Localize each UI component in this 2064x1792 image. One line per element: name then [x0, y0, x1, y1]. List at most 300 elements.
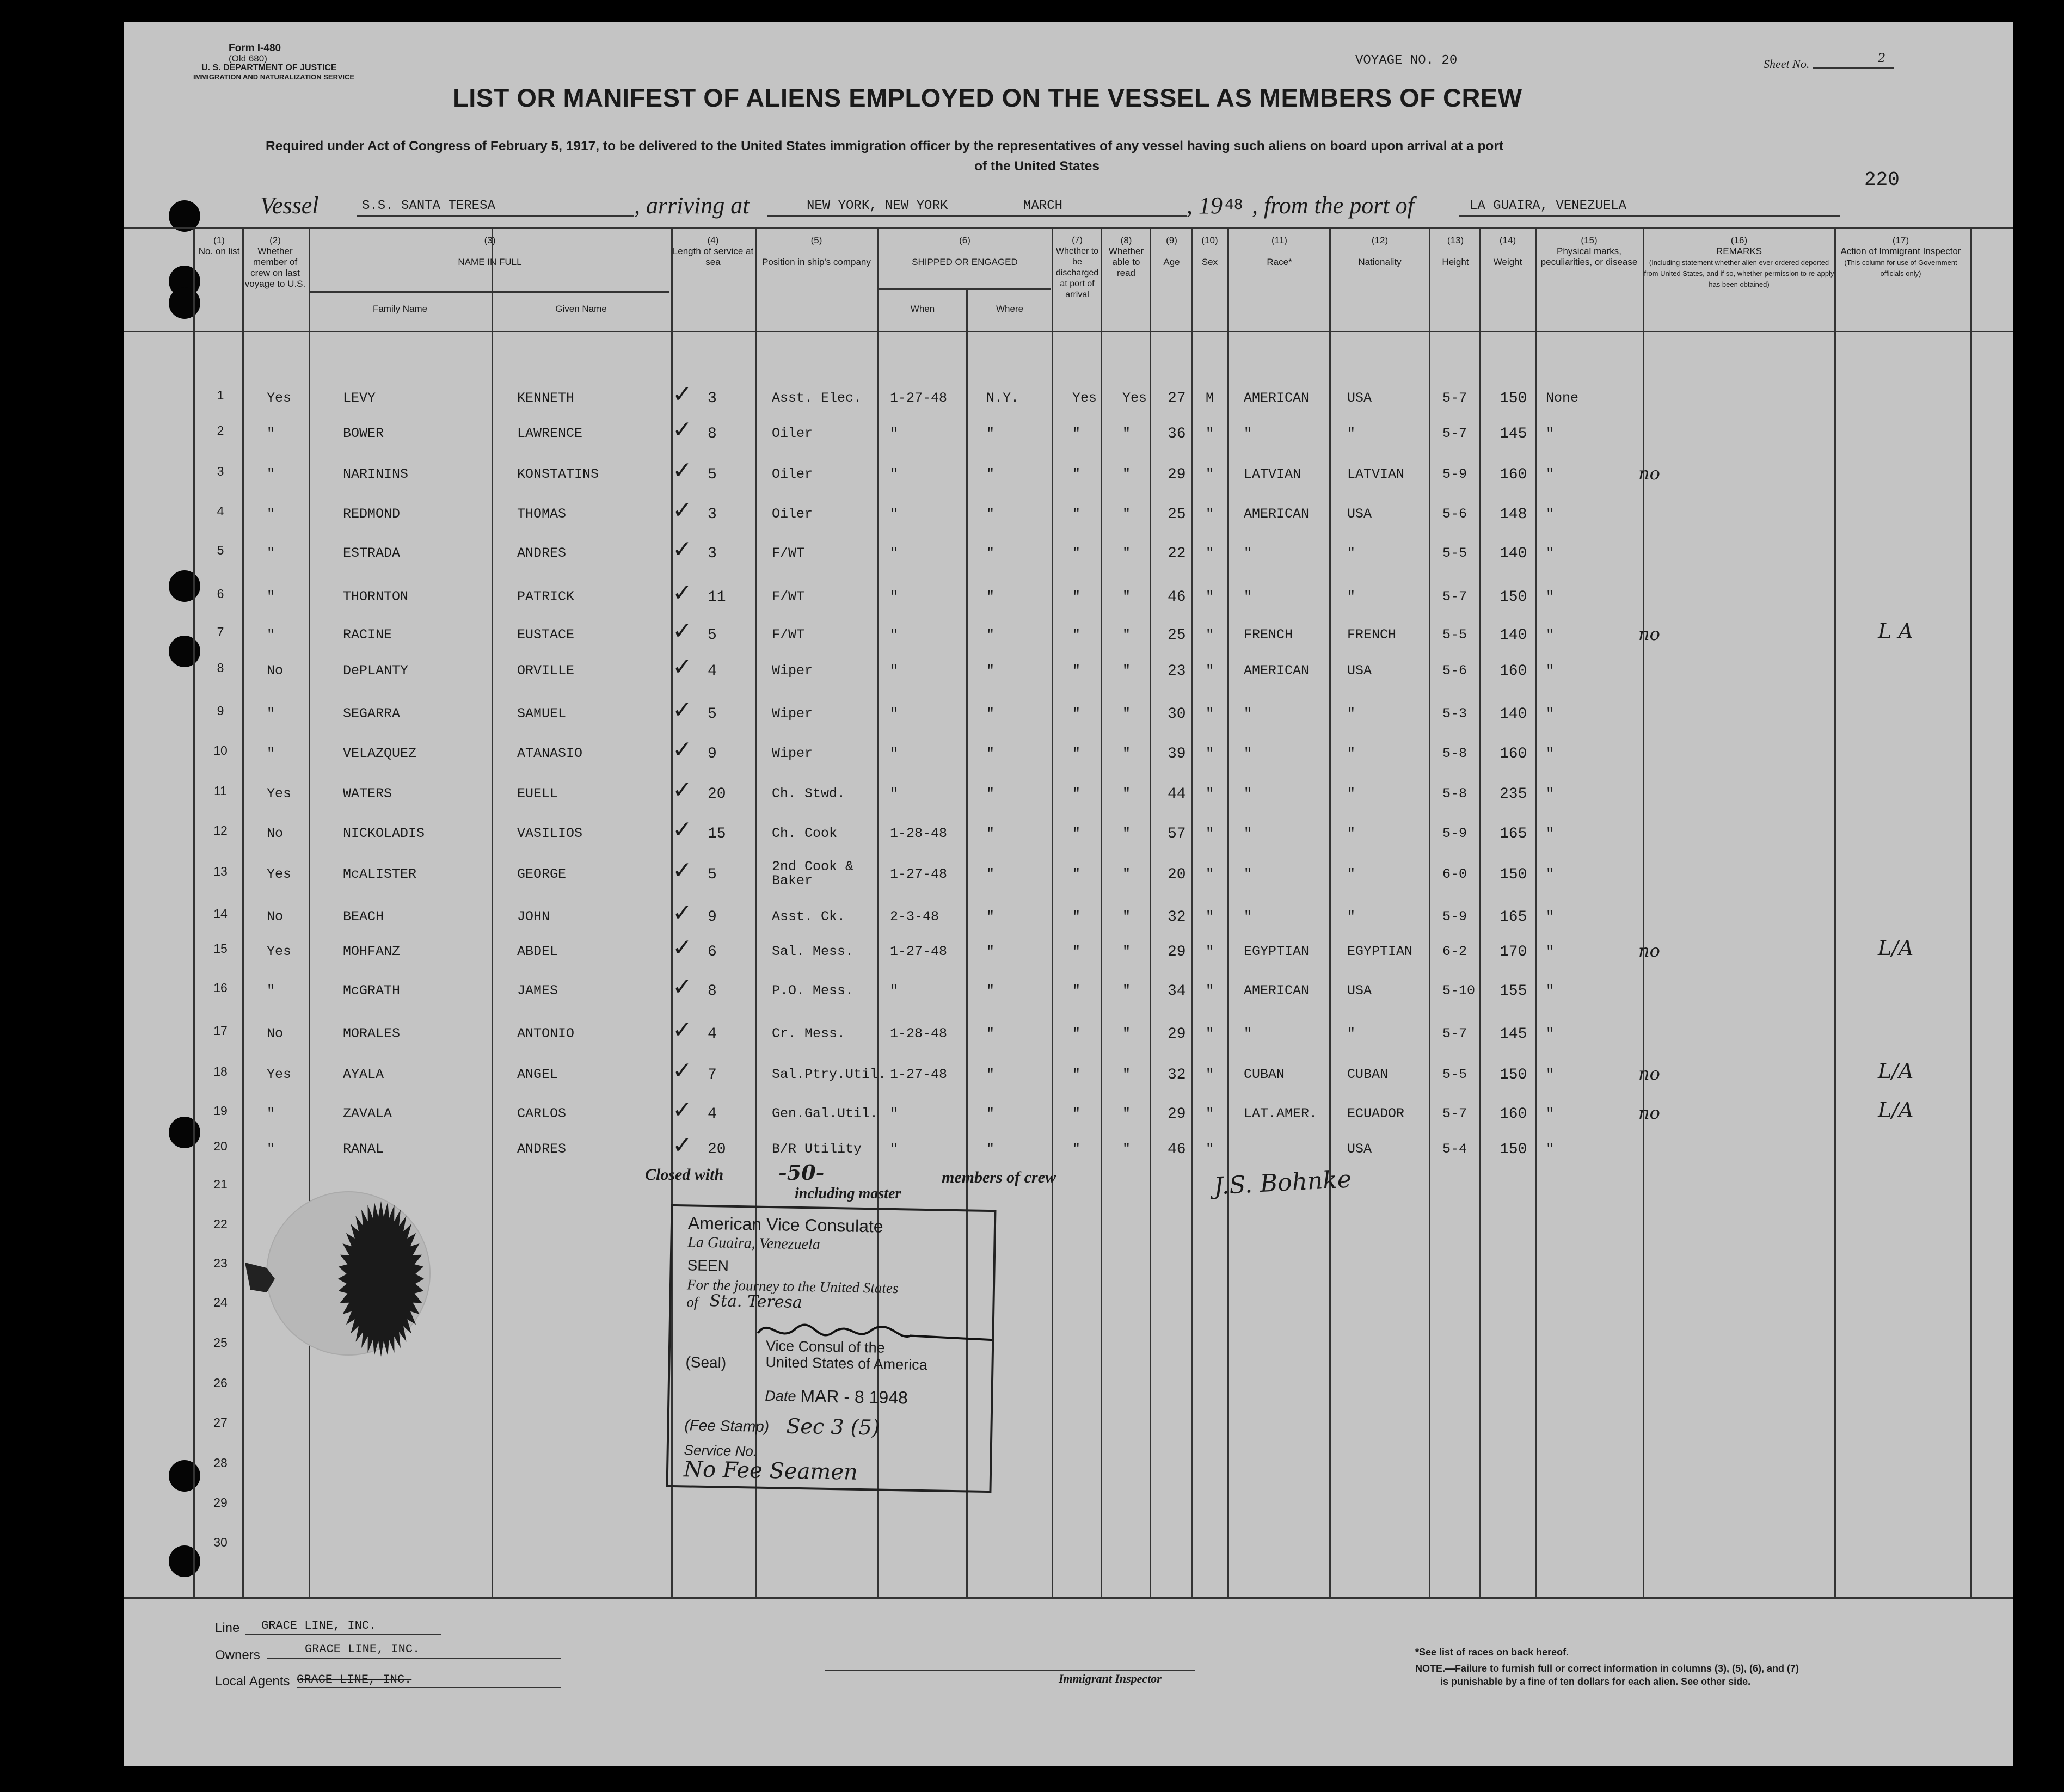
weight-cell: 165 [1500, 826, 1527, 842]
race-cell: AMERICAN [1244, 983, 1310, 999]
row-number: 4 [217, 504, 224, 518]
position-cell: Oiler [772, 466, 813, 482]
given-name-cell: JAMES [517, 983, 558, 999]
stamp-line-6: Vice Consul of the [765, 1337, 885, 1356]
given-name-cell: EUELL [517, 786, 558, 802]
shipped-when-cell: " [890, 746, 899, 761]
prev-voyage-cell: No [267, 826, 284, 841]
able-to-read-cell: " [1122, 1067, 1131, 1082]
nationality-cell: USA [1347, 983, 1372, 999]
nationality-cell: USA [1347, 506, 1372, 522]
weight-cell: 160 [1500, 663, 1527, 680]
col1-header [196, 235, 242, 257]
row-number: 30 [213, 1535, 228, 1549]
service-cell: 8 [708, 426, 717, 442]
col6-title: SHIPPED OR ENGAGED [912, 257, 1018, 267]
sheet-label: Sheet No. [1764, 57, 1810, 71]
grid-line [1429, 227, 1430, 1597]
vessel-label: Vessel [260, 192, 319, 219]
given-name-cell: PATRICK [517, 589, 575, 605]
able-to-read-cell: " [1122, 627, 1131, 643]
discharged-cell: " [1072, 627, 1081, 643]
service-cell: 8 [708, 983, 717, 1000]
service-cell: 5 [708, 627, 717, 644]
given-name-cell: SAMUEL [517, 706, 567, 722]
col13-number: (13) [1447, 235, 1464, 245]
col14-title: Weight [1493, 257, 1522, 267]
prev-voyage-cell: " [267, 706, 275, 722]
physical-marks-cell: " [1546, 1026, 1555, 1042]
footer-note-2: NOTE.—Failure to furnish full or correct information in columns (3), (5), (6), and (7) [1415, 1663, 1799, 1674]
height-cell: 5-3 [1442, 706, 1467, 722]
prev-voyage-cell: " [267, 506, 275, 522]
grid-line [1329, 227, 1331, 1597]
nationality-cell: " [1347, 706, 1356, 722]
nationality-cell: " [1347, 1026, 1356, 1042]
seal-burst [338, 1201, 424, 1357]
position-cell: F/WT [772, 545, 805, 561]
family-name-cell: ESTRADA [343, 545, 401, 561]
height-cell: 5-9 [1442, 466, 1467, 482]
subtitle-line-2: of the United States [974, 159, 1100, 174]
position-cell: Cr. Mess. [772, 1026, 846, 1042]
check-mark-icon: ✓ [672, 1131, 692, 1159]
remark-cell: no [1638, 463, 1660, 484]
service-cell: 5 [708, 866, 717, 883]
sex-cell: " [1206, 909, 1214, 925]
race-cell: " [1244, 866, 1252, 882]
check-mark-icon: ✓ [672, 736, 692, 763]
shipped-when-cell: " [890, 426, 899, 441]
age-cell: 25 [1168, 627, 1186, 644]
col10-header [1192, 235, 1227, 268]
physical-marks-cell: " [1546, 466, 1555, 482]
age-cell: 46 [1168, 1141, 1186, 1158]
shipped-where-cell: " [986, 866, 995, 882]
punch-hole [169, 1460, 200, 1492]
given-name-cell: KENNETH [517, 390, 575, 406]
footer-note-3: is punishable by a fine of ten dollars for each alien. See other side. [1440, 1676, 1751, 1687]
position-cell: P.O. Mess. [772, 983, 854, 999]
shipped-when-cell: " [890, 506, 899, 522]
punch-hole [169, 636, 200, 667]
nationality-cell: ECUADOR [1347, 1106, 1405, 1122]
service-cell: 4 [708, 1026, 717, 1043]
row-number: 16 [213, 981, 228, 995]
height-cell: 5-7 [1442, 426, 1467, 441]
sex-cell: " [1206, 1141, 1214, 1157]
check-mark-icon: ✓ [672, 496, 692, 524]
family-name-cell: WATERS [343, 786, 392, 802]
col4-title: Length of service at sea [672, 246, 754, 267]
sex-cell: " [1206, 746, 1214, 761]
col17-title: Action of Immigrant Inspector [1840, 246, 1961, 256]
service-cell: 5 [708, 706, 717, 723]
weight-cell: 165 [1500, 909, 1527, 926]
weight-cell: 150 [1500, 1141, 1527, 1158]
weight-cell: 160 [1500, 466, 1527, 483]
check-mark-icon: ✓ [672, 617, 692, 645]
grid-line [1227, 227, 1229, 1597]
col12-number: (12) [1371, 235, 1389, 245]
line-underline [245, 1634, 441, 1635]
sheet-line [1813, 67, 1894, 69]
position-cell: Gen.Gal.Util. [772, 1106, 879, 1122]
col11-number: (11) [1271, 235, 1287, 245]
discharged-cell: " [1072, 506, 1081, 522]
row-number: 23 [213, 1256, 228, 1270]
able-to-read-cell: Yes [1122, 390, 1147, 406]
family-name-cell: BOWER [343, 426, 384, 441]
race-cell: EGYPTIAN [1244, 944, 1310, 959]
punch-hole [169, 287, 200, 319]
physical-marks-cell: None [1546, 390, 1579, 406]
col1-title: No. on list [198, 246, 240, 256]
shipped-when-cell: 1-28-48 [890, 826, 948, 841]
sex-cell: " [1206, 786, 1214, 802]
family-name-cell: LEVY [343, 390, 376, 406]
stamp-service-value: No Fee Seamen [683, 1457, 858, 1485]
shipped-when-cell: 1-27-48 [890, 1067, 948, 1082]
service-cell: 9 [708, 909, 717, 926]
col16-number: (16) [1730, 235, 1748, 245]
discharged-cell: " [1072, 545, 1081, 561]
sex-cell: " [1206, 706, 1214, 722]
physical-marks-cell: " [1546, 426, 1555, 441]
height-cell: 6-2 [1442, 944, 1467, 959]
sex-cell: " [1206, 983, 1214, 999]
weight-cell: 150 [1500, 589, 1527, 606]
shipped-where-cell: " [986, 1141, 995, 1157]
check-mark-icon: ✓ [672, 816, 692, 843]
col10-number: (10) [1201, 235, 1218, 245]
stamp-fee-label: (Fee Stamp) [684, 1417, 770, 1436]
members-label: members of crew [942, 1168, 1056, 1186]
stamp-of-label: of [686, 1294, 698, 1310]
race-cell: FRENCH [1244, 627, 1293, 643]
row-number: 8 [217, 661, 224, 675]
age-cell: 36 [1168, 426, 1186, 442]
owners-underline [267, 1658, 561, 1659]
sex-cell: " [1206, 466, 1214, 482]
family-name-cell: McALISTER [343, 866, 417, 882]
check-mark-icon: ✓ [672, 1096, 692, 1124]
check-mark-icon: ✓ [672, 899, 692, 927]
given-name-cell: EUSTACE [517, 627, 575, 643]
owners-label: Owners [215, 1648, 260, 1662]
able-to-read-cell: " [1122, 826, 1131, 841]
weight-cell: 160 [1500, 746, 1527, 762]
check-mark-icon: ✓ [672, 579, 692, 607]
punch-hole [169, 1545, 200, 1577]
race-cell: AMERICAN [1244, 663, 1310, 679]
prev-voyage-cell: " [267, 426, 275, 441]
height-cell: 5-5 [1442, 627, 1467, 643]
col5-header [757, 235, 876, 268]
inspector-action-cell: L/A [1878, 1098, 1914, 1122]
weight-cell: 140 [1500, 545, 1527, 562]
col9-header [1151, 235, 1192, 268]
age-cell: 57 [1168, 826, 1186, 842]
prev-voyage-cell: No [267, 663, 284, 679]
shipped-where-cell: " [986, 706, 995, 722]
check-mark-icon: ✓ [672, 776, 692, 804]
age-cell: 29 [1168, 944, 1186, 960]
able-to-read-cell: " [1122, 983, 1131, 999]
check-mark-icon: ✓ [672, 857, 692, 884]
age-cell: 34 [1168, 983, 1186, 1000]
race-cell: " [1244, 746, 1252, 761]
position-cell: Asst. Elec. [772, 390, 862, 406]
height-cell: 5-7 [1442, 390, 1467, 406]
inspector-action-cell: L/A [1878, 1059, 1914, 1083]
row-number: 3 [217, 464, 224, 478]
check-mark-icon: ✓ [672, 535, 692, 563]
col9-number: (9) [1166, 235, 1177, 245]
grid-line [492, 227, 493, 1597]
col2-title: Whether member of crew on last voyage to U.S. [244, 246, 306, 289]
physical-marks-cell: " [1546, 1067, 1555, 1082]
form-old-number: (Old 680) [229, 53, 267, 64]
closed-with-label: Closed with [645, 1166, 724, 1184]
stamp-service-label: Service No. [684, 1442, 758, 1460]
age-cell: 22 [1168, 545, 1186, 562]
row-number: 26 [213, 1376, 228, 1390]
row-number: 7 [217, 625, 224, 639]
check-mark-icon: ✓ [672, 1057, 692, 1085]
discharged-cell: " [1072, 983, 1081, 999]
given-name-cell: JOHN [517, 909, 550, 925]
row-number: 12 [213, 823, 228, 838]
service-cell: 5 [708, 466, 717, 483]
family-name-cell: BEACH [343, 909, 384, 925]
footer-note-1: *See list of races on back hereof. [1415, 1647, 1569, 1658]
page-stamp-number: 220 [1864, 169, 1900, 191]
age-cell: 23 [1168, 663, 1186, 680]
shipped-where-cell: " [986, 1106, 995, 1122]
prev-voyage-cell: Yes [267, 786, 292, 802]
shipped-when-cell: " [890, 1106, 899, 1122]
age-cell: 39 [1168, 746, 1186, 762]
shipped-where-cell: " [986, 545, 995, 561]
discharged-cell: " [1072, 1026, 1081, 1042]
shipped-where-cell: " [986, 909, 995, 925]
physical-marks-cell: " [1546, 663, 1555, 679]
able-to-read-cell: " [1122, 1141, 1131, 1157]
prev-voyage-cell: " [267, 1106, 275, 1122]
height-cell: 5-10 [1442, 983, 1476, 999]
from-label: , from the port of [1252, 192, 1414, 219]
col9-title: Age [1163, 257, 1180, 267]
age-cell: 29 [1168, 1026, 1186, 1043]
able-to-read-cell: " [1122, 1026, 1131, 1042]
grid-line [1535, 227, 1537, 1597]
race-cell: " [1244, 545, 1252, 561]
service-cell: 4 [708, 663, 717, 680]
inspector-line [825, 1670, 1195, 1671]
discharged-cell: " [1072, 1067, 1081, 1082]
vessel-name: S.S. SANTA TERESA [362, 199, 495, 213]
row-number: 6 [217, 587, 224, 601]
able-to-read-cell: " [1122, 944, 1131, 959]
year-value: 48 [1225, 197, 1243, 214]
agents-underline [297, 1687, 561, 1688]
voyage-number: VOYAGE NO. 20 [1355, 53, 1458, 68]
family-name-cell: MOHFANZ [343, 944, 401, 959]
position-cell: Oiler [772, 506, 813, 522]
shipped-when-cell: 1-27-48 [890, 390, 948, 406]
remark-cell: no [1638, 940, 1660, 961]
discharged-cell: " [1072, 426, 1081, 441]
stamp-line-7: United States of America [765, 1353, 927, 1374]
inspector-action-cell: L/A [1878, 936, 1914, 960]
row-number: 22 [213, 1217, 228, 1231]
given-name-cell: ORVILLE [517, 663, 575, 679]
weight-cell: 160 [1500, 1106, 1527, 1123]
service-cell: 3 [708, 545, 717, 562]
nationality-cell: " [1347, 786, 1356, 802]
position-cell: B/R Utility [772, 1141, 862, 1157]
col8-header [1102, 235, 1150, 279]
position-cell: F/WT [772, 589, 805, 605]
service-name: IMMIGRATION AND NATURALIZATION SERVICE [193, 73, 355, 81]
col14-header [1481, 235, 1535, 268]
row-number: 17 [213, 1024, 228, 1038]
sex-cell: " [1206, 826, 1214, 841]
shipped-where-cell: " [986, 466, 995, 482]
weight-cell: 145 [1500, 426, 1527, 442]
col11-title: Race* [1267, 257, 1292, 267]
nationality-cell: LATVIAN [1347, 466, 1405, 482]
sex-cell: " [1206, 1026, 1214, 1042]
weight-cell: 150 [1500, 390, 1527, 407]
inspector-action-cell: L A [1878, 619, 1913, 643]
nationality-cell: CUBAN [1347, 1067, 1389, 1082]
grid-line [124, 227, 2013, 229]
shipped-when-cell: " [890, 466, 899, 482]
arrival-month: MARCH [1023, 199, 1063, 213]
height-cell: 5-7 [1442, 1106, 1467, 1122]
vessel-underline [357, 215, 634, 217]
height-cell: 6-0 [1442, 866, 1467, 882]
line-value: GRACE LINE, INC. [261, 1619, 377, 1633]
age-cell: 25 [1168, 506, 1186, 523]
col6b-title: Where [996, 304, 1024, 314]
check-mark-icon: ✓ [672, 696, 692, 724]
weight-cell: 150 [1500, 1067, 1527, 1083]
discharged-cell: " [1072, 589, 1081, 605]
nationality-cell: USA [1347, 663, 1372, 679]
given-name-cell: ABDEL [517, 944, 558, 959]
col6-header [879, 235, 1051, 268]
stamp-seal-label: (Seal) [685, 1353, 727, 1371]
col5-title: Position in ship's company [762, 257, 871, 267]
col15-number: (15) [1581, 235, 1598, 245]
sex-cell: " [1206, 1067, 1214, 1082]
grid-line [242, 227, 244, 1597]
grid-line [1834, 227, 1836, 1597]
family-name-cell: MORALES [343, 1026, 401, 1042]
col3-header [310, 235, 669, 268]
grid-line [879, 288, 1051, 290]
physical-marks-cell: " [1546, 706, 1555, 722]
nationality-cell: " [1347, 545, 1356, 561]
race-cell: " [1244, 589, 1252, 605]
nationality-cell: EGYPTIAN [1347, 944, 1413, 959]
shipped-when-cell: " [890, 786, 899, 802]
physical-marks-cell: " [1546, 1106, 1555, 1122]
race-cell: " [1244, 426, 1252, 441]
family-name-cell: THORNTON [343, 589, 409, 605]
row-number: 24 [213, 1295, 228, 1309]
prev-voyage-cell: Yes [267, 866, 292, 882]
row-number: 29 [213, 1495, 228, 1510]
physical-marks-cell: " [1546, 506, 1555, 522]
prev-voyage-cell: " [267, 589, 275, 605]
shipped-when-cell: 1-28-48 [890, 1026, 948, 1042]
shipped-when-cell: " [890, 1141, 899, 1157]
prev-voyage-cell: Yes [267, 1067, 292, 1082]
col7-number: (7) [1072, 236, 1083, 245]
discharged-cell: " [1072, 663, 1081, 679]
check-mark-icon: ✓ [672, 380, 692, 408]
grid-line [124, 1597, 2013, 1599]
prev-voyage-cell: " [267, 1141, 275, 1157]
service-cell: 11 [708, 589, 726, 606]
col2-number: (2) [269, 235, 281, 245]
col12-header [1331, 235, 1429, 268]
prev-voyage-cell: Yes [267, 390, 292, 406]
family-name-cell: McGRATH [343, 983, 401, 999]
race-cell: LAT.AMER. [1244, 1106, 1318, 1122]
able-to-read-cell: " [1122, 545, 1131, 561]
check-mark-icon: ✓ [672, 653, 692, 681]
owners-value: GRACE LINE, INC. [305, 1642, 420, 1656]
shipped-where-cell: " [986, 746, 995, 761]
height-cell: 5-6 [1442, 663, 1467, 679]
prev-voyage-cell: No [267, 909, 284, 925]
col15-header [1536, 235, 1642, 268]
col17-number: (17) [1892, 235, 1909, 245]
row-number: 5 [217, 543, 224, 557]
nationality-cell: FRENCH [1347, 627, 1397, 643]
grid-line [310, 291, 669, 293]
punch-hole [169, 570, 200, 602]
physical-marks-cell: " [1546, 1141, 1555, 1157]
family-name-cell: VELAZQUEZ [343, 746, 417, 761]
col1-number: (1) [213, 235, 225, 245]
given-name-cell: GEORGE [517, 866, 567, 882]
family-name-cell: SEGARRA [343, 706, 401, 722]
prev-voyage-cell: " [267, 746, 275, 761]
able-to-read-cell: " [1122, 786, 1131, 802]
nationality-cell: " [1347, 589, 1356, 605]
given-name-cell: THOMAS [517, 506, 567, 522]
service-cell: 20 [708, 1141, 726, 1158]
stamp-date-value: MAR - 8 1948 [800, 1386, 908, 1408]
grid-line [124, 331, 2013, 332]
prev-voyage-cell: " [267, 466, 275, 482]
col12-title: Nationality [1358, 257, 1402, 267]
col8-title: Whether able to read [1108, 246, 1144, 278]
weight-cell: 235 [1500, 786, 1527, 803]
col15-title: Physical marks, peculiarities, or disease [1540, 246, 1638, 267]
service-cell: 3 [708, 506, 717, 523]
shipped-where-cell: " [986, 983, 995, 999]
row-number: 18 [213, 1064, 228, 1079]
race-cell: CUBAN [1244, 1067, 1285, 1082]
race-cell: " [1244, 1026, 1252, 1042]
